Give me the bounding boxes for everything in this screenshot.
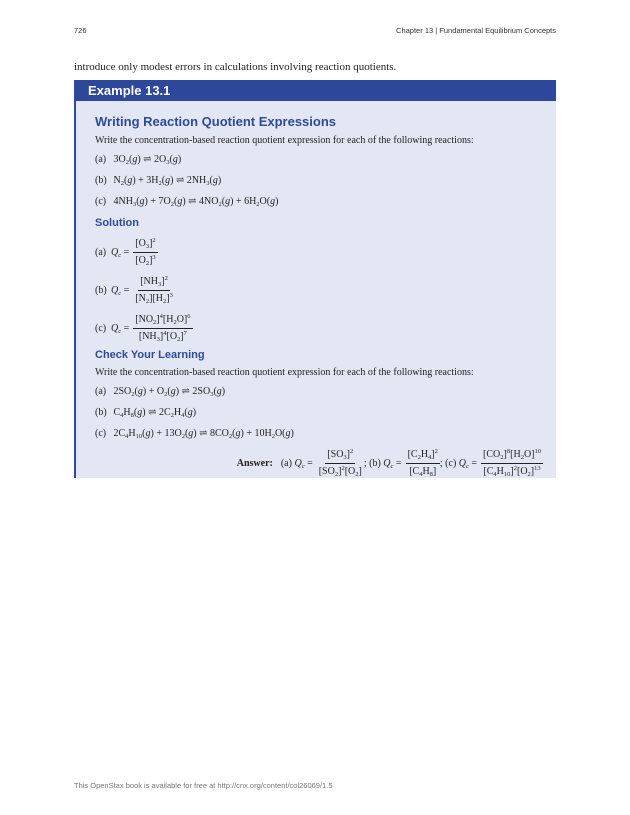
label-b: (b): [95, 284, 107, 296]
label-c: (c): [95, 428, 107, 439]
label-b: (b): [369, 458, 381, 469]
example-prompt: Write the concentration-based reaction quotient expression for each of the following reactions:: [95, 135, 474, 146]
solution-heading: Solution: [95, 217, 139, 229]
label-c: (c): [95, 322, 107, 334]
check-reaction-a: (a) $2SO_2(g) + O_2(g)$ ⇌ $2SO_3(g)$: [95, 386, 226, 398]
solution-a: (a) $Q_c$ = $\frac{[O_3]^2}{[O_2]^3}$: [95, 236, 156, 267]
solution-b: (b) $Q_c$ = $\frac{[NH_3]^2}{[N_2][H_2]^3}$: [95, 274, 173, 305]
fraction: $\frac{[SO_3]^2}{[SO_2]^2[O_2]}$: [318, 448, 362, 478]
fraction: $\frac{[NO_2]^4[H_2O]^6}{[NH_3]^4[O_2]^7}$: [135, 312, 191, 343]
chapter-header: Chapter 13 | Fundamental Equilibrium Concepts: [396, 26, 556, 35]
answer-label: Answer:: [236, 458, 273, 469]
label-a: (a): [95, 386, 107, 397]
reaction-a: (a) $3O_2(g)$ ⇌ $2O_3(g)$: [95, 154, 182, 166]
check-reaction-b: (b) $C_4H_8(g)$ ⇌ $2C_2H_4(g)$: [95, 407, 197, 419]
fraction: $\frac{[NH_3]^2}{[N_2][H_2]^3}$: [135, 274, 173, 305]
separator: ;: [363, 458, 367, 469]
fraction: $\frac{[CO_2]^8[H_2O]^{10}}{[C_4H_{10}]^2[O_2]^{13}}$: [483, 448, 541, 478]
label-a: (a): [95, 246, 107, 258]
example-box: [74, 80, 556, 478]
reaction-c: (c) $4NH_3(g) + 7O_2(g)$ ⇌ $4NO_2(g) + 6H_2O(g)$: [95, 196, 279, 208]
solution-c: (c) $Q_c$ = $\frac{[NO_2]^4[H_2O]^6}{[NH_3]^4[O_2]^7}$: [95, 312, 191, 343]
example-heading: Writing Reaction Quotient Expressions: [95, 114, 337, 129]
label-a: (a): [280, 458, 292, 469]
label-b: (b): [95, 407, 107, 418]
answer: Answer: (a) $Q_c$ = $\frac{[SO_3]^2}{[SO_2]^2[O_2]}$ ; (b) $Q_c$ = $\frac{[C_2H_4]^2}{[C_4H_8]}$ ; (c) $Q_c$ = $\frac{[CO_2]^8[H_2O]^{10}}{[C_4H_{10}]^2[O_2]^{13}}$: [236, 448, 541, 478]
page-number: 726: [74, 26, 87, 35]
label-b: (b): [95, 175, 107, 186]
example-title: Example 13.1: [76, 80, 556, 101]
example-body: [95, 114, 545, 478]
label-a: (a): [95, 154, 107, 165]
intro-text: introduce only modest errors in calculations involving reaction quotients.: [74, 61, 397, 73]
label-c: (c): [95, 196, 107, 207]
separator: ;: [439, 458, 443, 469]
footer-text: This OpenStax book is available for free at http://cnx.org/content/col26069/1.5: [74, 781, 333, 790]
fraction: $\frac{[O_3]^2}{[O_2]^3}$: [135, 236, 156, 267]
reaction-b: (b) $N_2(g) + 3H_2(g)$ ⇌ $2NH_3(g)$: [95, 175, 222, 187]
check-prompt: Write the concentration-based reaction quotient expression for each of the following reactions:: [95, 367, 474, 378]
label-c: (c): [445, 458, 457, 469]
check-heading: Check Your Learning: [95, 349, 205, 361]
fraction: $\frac{[C_2H_4]^2}{[C_4H_8]}$: [407, 448, 438, 478]
check-reaction-c: (c) $2C_4H_{10}(g) + 13O_2(g)$ ⇌ $8CO_2(g) + 10H_2O(g)$: [95, 428, 294, 440]
